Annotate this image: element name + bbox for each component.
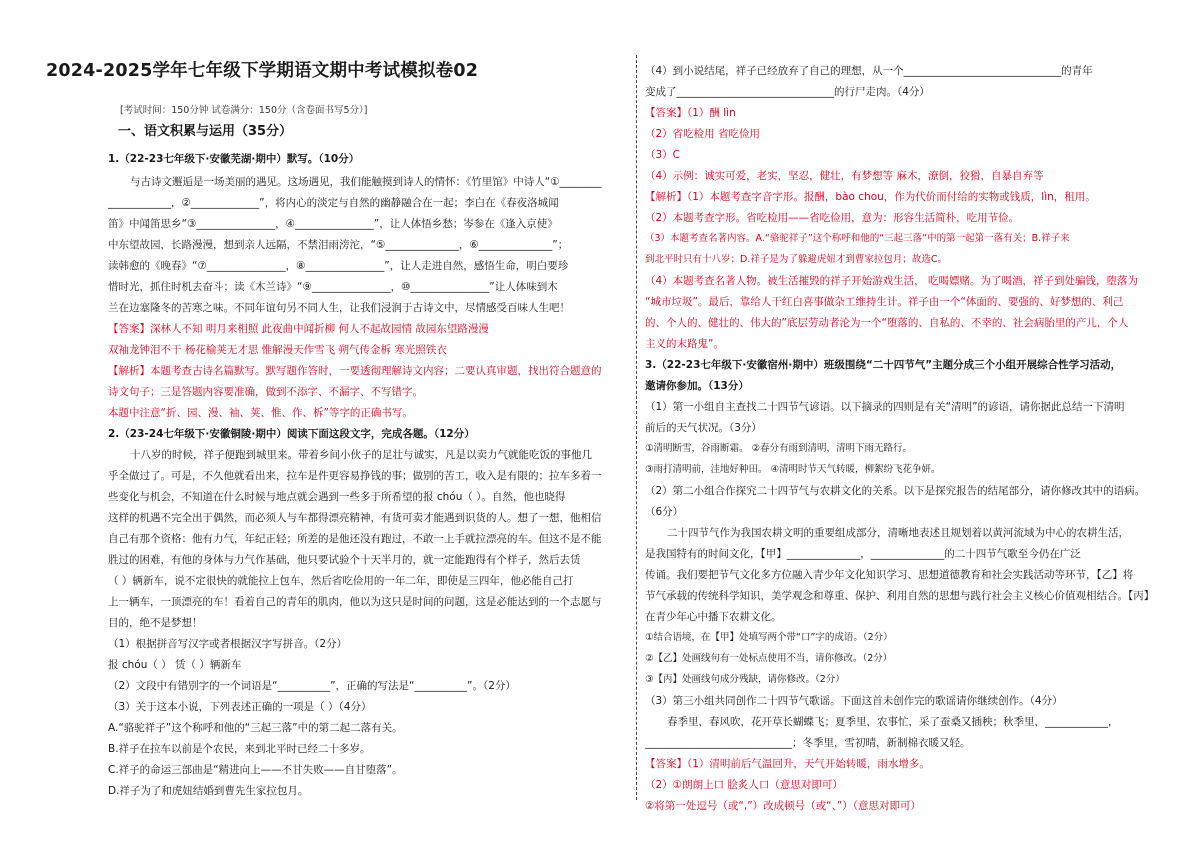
right-text-line: 前后的天气状况。（3分） xyxy=(645,422,762,434)
left-text-line: A.“骆驼祥子”这个称呼和他的“三起三落”中的第二起二落有关。 xyxy=(108,722,403,734)
left-text-line: 与古诗文邂逅是一场美丽的遇见。这场遇见，我们能触摸到诗人的情怀：《竹里馆》中诗人“①________ xyxy=(130,176,602,188)
right-text-line: （4）本题考查名著人物。被生活摧毁的祥子开始游戏生活， 吃喝嫖赌。为了喝酒，祥子到处骗钱，堕落为 xyxy=(645,275,1139,287)
exam-title: 2024-2025学年七年级下学期语文期中考试模拟卷02 xyxy=(46,61,479,81)
left-text-line: 胜过的困难，有他的身体与力气作基础，他只要试验个十天半月的，就一定能跑得有个样子，然后去赁 xyxy=(108,554,581,566)
exam-subtitle: [考试时间：150分钟 试卷满分：150分（含卷面书写5分）] xyxy=(120,105,368,116)
right-text-line: 的、个人的、健壮的、伟大的”底层劳动者沦为一个“堕落的、自私的、不幸的、社会病胎里的产儿，个人 xyxy=(645,317,1129,329)
left-text-line: 自己有那个资格：他有力气，年纪正轻；所差的是他还没有跑过，不敢一上手就拉漂亮的车。但这不是不能 xyxy=(108,533,602,545)
right-text-line: （2）本题考查字形。省吃检用——省吃俭用，意为：形容生活简朴，吃用节俭。 xyxy=(645,212,1020,224)
left-text-line: 双袖龙钟泪不干 杨花榆荚无才思 惟解漫天作雪飞 朔气传金柝 寒光照铁衣 xyxy=(108,344,447,356)
right-text-line: 是我国特有的时间文化，【甲】______________，______________的二十四节气歌至今仍在广泛 xyxy=(645,548,1081,560)
left-text-line: 报 chóu（ ） 赁（ ）辆新车 xyxy=(108,659,242,671)
right-text-line: （3）第三小组共同创作二十四节气歌谣。下面这首未创作完的歌谣请你继续创作。（4分） xyxy=(645,695,1063,707)
right-text-line: ②将第一处逗号（或“,”）改成顿号（或“、”）（意思对即可） xyxy=(645,800,922,812)
left-text-line: 本题中注意“折、园、漫、袖、荚、惟、作、柝”等字的正确书写。 xyxy=(108,407,413,419)
right-text-line: 【答案】（1）酬 lìn xyxy=(645,107,736,119)
left-text-line: 中东望故园，长路漫漫，想到亲人远隔，不禁泪雨滂沱，“⑤______________，⑥______________”； xyxy=(108,239,569,251)
left-text-line: 【解析】本题考查古诗名篇默写。默写题作答时，一要透彻理解诗文内容；二要认真审题，找出符合题意的 xyxy=(108,365,602,377)
right-text-line: 春季里，春风吹，花开草长蝴蝶飞；夏季里，农事忙，采了蚕桑又插秧；秋季里，____________， xyxy=(667,716,1119,728)
right-text-line: 【答案】（1）清明前后气温回升，天气开始转暖，雨水增多。 xyxy=(645,758,930,770)
right-text-line: 主义的末路鬼”。 xyxy=(645,338,724,350)
right-text-line: ②【乙】处画线句有一处标点使用不当，请你修改。（2分） xyxy=(645,653,893,664)
left-text-line: B.祥子在拉车以前是个农民，来到北平时已经二十多岁。 xyxy=(108,743,371,755)
left-text-line: （1）根据拼音写汉字或者根据汉字写拼音。（2分） xyxy=(108,638,348,650)
right-text-line: 二十四节气作为我国农耕文明的重要组成部分，清晰地表述且规划着以黄河流域为中心的农耕生活， xyxy=(667,527,1129,539)
right-text-line: 节气承载的传统科学知识，美学观念和尊重、保护、利用自然的思想与践行社会主义核心价值观相结合。【丙】 xyxy=(645,590,1155,602)
right-text-line: （2）第二小组合作探究二十四节气与农耕文化的关系。以下是探究报告的结尾部分，请你修改其中的语病。 xyxy=(645,485,1146,497)
left-text-line: 惜时光，抓住时机去奋斗；读《木兰诗》“⑨_______________，⑩_______________”让人体味到木 xyxy=(108,281,558,293)
left-text-line: 上一辆车，一顶漂亮的车！看着自己的青年的肌肉，他以为这只是时间的问题，这是必能达到的一个志愿与 xyxy=(108,596,602,608)
left-text-line: 笛》中闻笛思乡“③_______________，④_______________”，让人体悟乡愁；岑参在《逢入京使》 xyxy=(108,218,558,230)
right-text-line: （3）C xyxy=(645,149,681,161)
right-text-line: ③【丙】处画线句成分残缺，请你修改。（2分） xyxy=(645,674,845,685)
left-text-line: （3）关于这本小说，下列表述正确的一项是（ ）（4分） xyxy=(108,701,372,713)
right-text-line: （4）到小说结尾，祥子已经放弃了自己的理想，从一个______________________________的青年 xyxy=(645,65,1093,77)
left-text-line: 【答案】深林人不知 明月来相照 此夜曲中闻折柳 何人不起故园情 故园东望路漫漫 xyxy=(108,323,489,335)
left-text-line: （ ）辆新车，说不定很快的就能拉上包车，然后省吃俭用的一年二年，即使是三四年，他必能自己打 xyxy=(108,575,574,587)
right-text-line: 到北平时只有十八岁；D.祥子是为了躲避虎妞才到曹家拉包月；故选C。 xyxy=(645,254,947,265)
right-text-line: “城市垃圾”。最后，靠给人干红白喜事做杂工维持生计。祥子由一个“体面的、要强的、好梦想的、利己 xyxy=(645,296,1124,308)
left-text-line: 兰在边塞隆冬的苦寒之味。不同年谊句另不同人生，让我们浸润于古诗文中，尽情感受百味人生吧！ xyxy=(108,302,570,314)
column-divider xyxy=(636,55,637,800)
left-text-line: 读韩愈的《晚春》“⑦_______________，⑧_______________”，让人走进自然，感悟生命，明白要珍 xyxy=(108,260,569,272)
left-text-line: 诗文句子；三是答题内容要准确，做到不添字、不漏字、不写错字。 xyxy=(108,386,423,398)
right-text-line: 【解析】（1）本题考查字音字形。报酬，bào chou，作为代价而付给的实物或钱质，lìn，租用。 xyxy=(645,191,1096,203)
right-text-line: 变成了______________________________的行尸走肉。（4分） xyxy=(645,86,930,98)
left-text-line: D.祥子为了和虎妞结婚到曹先生家拉包月。 xyxy=(108,785,309,797)
left-text-line: 目的，绝不是梦想！ xyxy=(108,617,203,629)
left-text-line: 这样的机遇不完全出于偶然，而必须人与车都得漂亮精神，有货可卖才能遇到识货的人。想了一想，他相信 xyxy=(108,512,602,524)
left-text-line: 十八岁的时候，祥子便跑到城里来。带着乡间小伙子的足壮与诚实，凡是以卖力气就能吃饭的事他几 xyxy=(130,449,592,461)
section-heading: 一、语文积累与运用（35分） xyxy=(118,124,293,139)
left-text-line: 1.（22-23七年级下·安徽芜湖·期中）默写。（10分） xyxy=(108,153,360,165)
right-text-line: （6分） xyxy=(645,506,684,518)
left-text-line: 些变化与机会，不知道在什么时候与地点就会遇到一些多于所希望的报 chóu（ ）。自然，他也晓得 xyxy=(108,491,566,503)
right-text-line: （3）本题考查名著内容。A.“骆驼祥子”这个称呼和他的“三起三落”中的第一起第一落有关；B.祥子来 xyxy=(645,233,1070,244)
left-text-line: 乎全做过了。可是，不久他就看出来，拉车是件更容易挣钱的事；做别的苦工，收入是有限的；拉车多着一 xyxy=(108,470,602,482)
right-text-line: 在青少年心中播下农耕文化。 xyxy=(645,611,782,623)
right-text-line: ①清明断雪，谷雨断霜。 ②春分有雨到清明，清明下雨无路行。 xyxy=(645,443,913,454)
right-text-line: ③雨打清明前，洼地好种田。 ④清明时节天气转暖，柳絮纷飞花争妍。 xyxy=(645,464,941,475)
right-text-line: 3.（22-23七年级下·安徽宿州·期中）班级围绕“二十四节气”主题分成三个小组开展综合性学习活动， xyxy=(645,359,1122,371)
right-text-line: （4）示例：诚实可爱，老实，坚忍，健壮，有梦想等 麻木，潦倒，狡猾，自暴自弃等 xyxy=(645,170,1044,182)
left-text-line: 2.（23-24七年级下·安徽铜陵·期中）阅读下面这段文字，完成各题。（12分） xyxy=(108,428,475,440)
right-text-line: （2）省吃检用 省吃俭用 xyxy=(645,128,761,140)
left-text-line: C.祥子的命运三部曲是“精进向上——不甘失败——自甘堕落”。 xyxy=(108,764,403,776)
left-text-line: ____________，②_____________”，将内心的淡定与自然的幽静融合在一起；李白在《春夜洛城闻 xyxy=(108,197,559,209)
right-text-line: 邀请你参加。（13分） xyxy=(645,380,749,392)
right-text-line: （1）第一小组自主查找二十四节气谚语。以下摘录的四则是有关“清明”的谚语，请你据此总结一下清明 xyxy=(645,401,1125,413)
right-text-line: 传诵。我们要把节气文化多方位融入青少年文化知识学习、思想道德教育和社会实践活动等环节，【乙】将 xyxy=(645,569,1134,581)
right-text-line: （2）①朗朗上口 脍炙人口（意思对即可） xyxy=(645,779,843,791)
left-text-line: （2）文段中有错别字的一个词语是“__________”，正确的写法是“__________”。（2分） xyxy=(108,680,516,692)
right-text-line: ①结合语境，在【甲】处填写两个带“口”字的成语。（2分） xyxy=(645,632,893,643)
right-text-line: ____________________________；冬季里，雪初晴，新制棉衣暖又轻。 xyxy=(645,737,971,749)
